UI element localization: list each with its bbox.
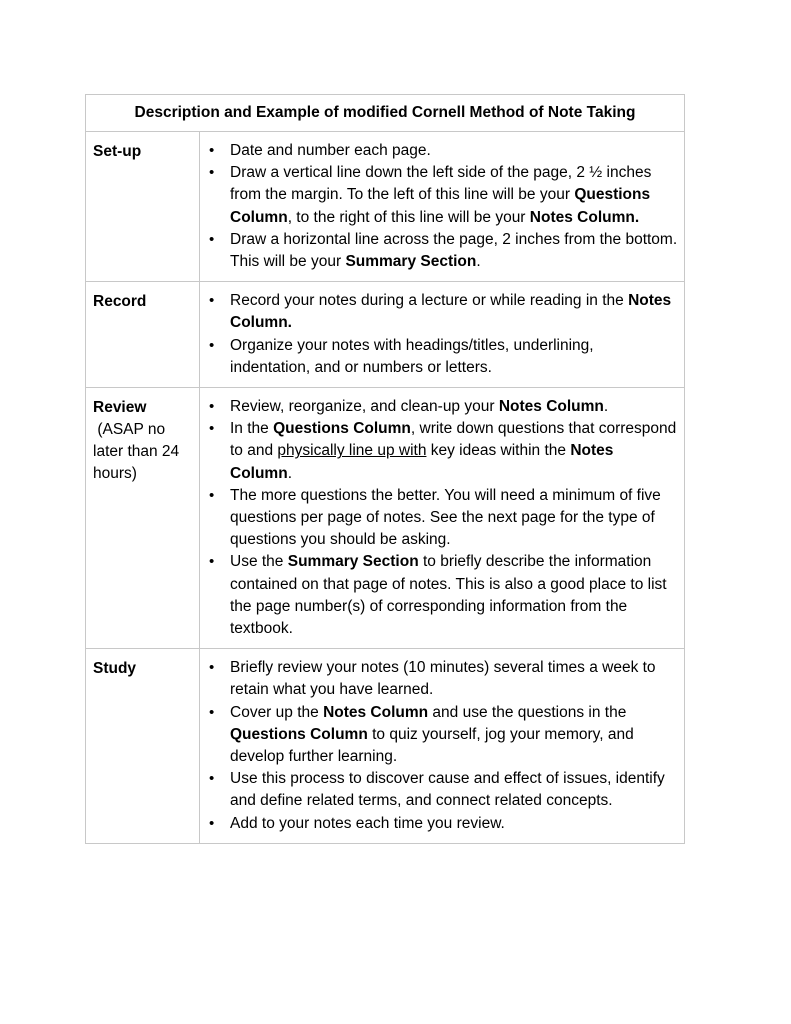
step-content-cell (200, 132, 685, 282)
underlined-text: physically line up with (277, 442, 427, 460)
step-label: Set-up (93, 143, 142, 160)
bullet-item (230, 551, 678, 640)
bold-term: Summary Section (345, 253, 477, 271)
bullet-item (230, 229, 678, 273)
bullet-text: . (603, 398, 609, 416)
bullet-list (208, 657, 678, 835)
table-row (86, 282, 685, 388)
bullet-text: Use the (230, 553, 288, 571)
table-body (86, 132, 685, 844)
bullet-item (230, 768, 678, 812)
bullet-text: Briefly review your notes (10 minutes) several times a week to retain what you have learned. (230, 659, 656, 699)
bullet-text: , write down questions that correspond to and (230, 420, 677, 460)
bullet-item (230, 702, 678, 769)
step-label-cell (86, 649, 200, 844)
bullet-text: to briefly describe the information contained on that page of notes. This is also a good place to list the page number(s) of corresponding information from the textbook. (230, 553, 667, 638)
bullet-item (230, 813, 678, 835)
bullet-text: . (476, 253, 481, 271)
step-label-cell (86, 282, 200, 388)
table-header-row (86, 95, 685, 132)
bullet-item (230, 140, 678, 162)
step-content-cell (200, 388, 685, 649)
bullet-item (230, 162, 678, 229)
bullet-list (208, 140, 678, 273)
bold-term: Questions Column (273, 420, 411, 438)
bullet-item (230, 418, 678, 485)
bold-term: Notes Column. (529, 208, 640, 226)
bullet-text: Add to your notes each time you review. (230, 814, 505, 832)
step-label-cell (86, 388, 200, 649)
bullet-text: . (287, 464, 292, 482)
bullet-text: Draw a horizontal line across the page, 2 inches from the bottom. This will be your (230, 230, 678, 271)
bullet-list (208, 290, 678, 379)
bullet-item (230, 396, 678, 418)
step-label: Study (93, 660, 137, 678)
bullet-text: Use this process to discover cause and effect of issues, identify and define related terms, and connect related concepts. (230, 770, 665, 810)
step-label-cell (86, 132, 200, 282)
step-label: Review (93, 399, 147, 417)
bullet-item (230, 657, 678, 701)
bold-term: Questions Column (230, 725, 368, 743)
bullet-list (208, 396, 678, 640)
bullet-text: In the (230, 420, 274, 438)
step-label: Record (93, 293, 147, 311)
bullet-item (230, 290, 678, 334)
bullet-text: and use the questions in the (428, 703, 627, 721)
table-row (86, 388, 685, 649)
bold-term: Summary Section (287, 553, 419, 571)
bullet-item (230, 485, 678, 552)
cornell-method-table (85, 94, 685, 844)
bullet-text: Organize your notes with headings/titles, underlining, indentation, and or numbers or letters. (230, 336, 594, 376)
bullet-text: The more questions the better. You will need a minimum of five questions per page of notes. See the next page for the type of questions you should be asking. (230, 486, 661, 549)
bullet-text: Cover up the (230, 703, 324, 721)
bullet-text: Date and number each page. (230, 142, 431, 159)
bullet-text: to quiz yourself, jog your memory, and develop further learning. (230, 725, 634, 766)
table-row (86, 132, 685, 282)
step-sublabel: (ASAP no later than 24 hours) (93, 421, 184, 483)
bold-term: Notes Column (498, 398, 604, 416)
bold-term: Questions Column (230, 186, 651, 226)
bold-term: Notes Column (323, 703, 429, 721)
bold-term: Notes Column (230, 442, 614, 482)
bullet-text: , to the right of this line will be your (287, 208, 530, 226)
table-title: Description and Example of modified Cornell Method of Note Taking (86, 95, 685, 132)
bullet-text: Draw a vertical line down the left side of the page, 2 ½ inches from the margin. To the left of this line will be your (230, 164, 652, 204)
bullet-text: Review, reorganize, and clean-up your (230, 398, 499, 416)
step-content-cell (200, 649, 685, 844)
bullet-text: key ideas within the (426, 442, 571, 460)
step-content-cell (200, 282, 685, 388)
bullet-item (230, 335, 678, 379)
bullet-text: Record your notes during a lecture or while reading in the (230, 292, 629, 310)
bold-term: Notes Column. (230, 292, 672, 332)
table-row (86, 649, 685, 844)
